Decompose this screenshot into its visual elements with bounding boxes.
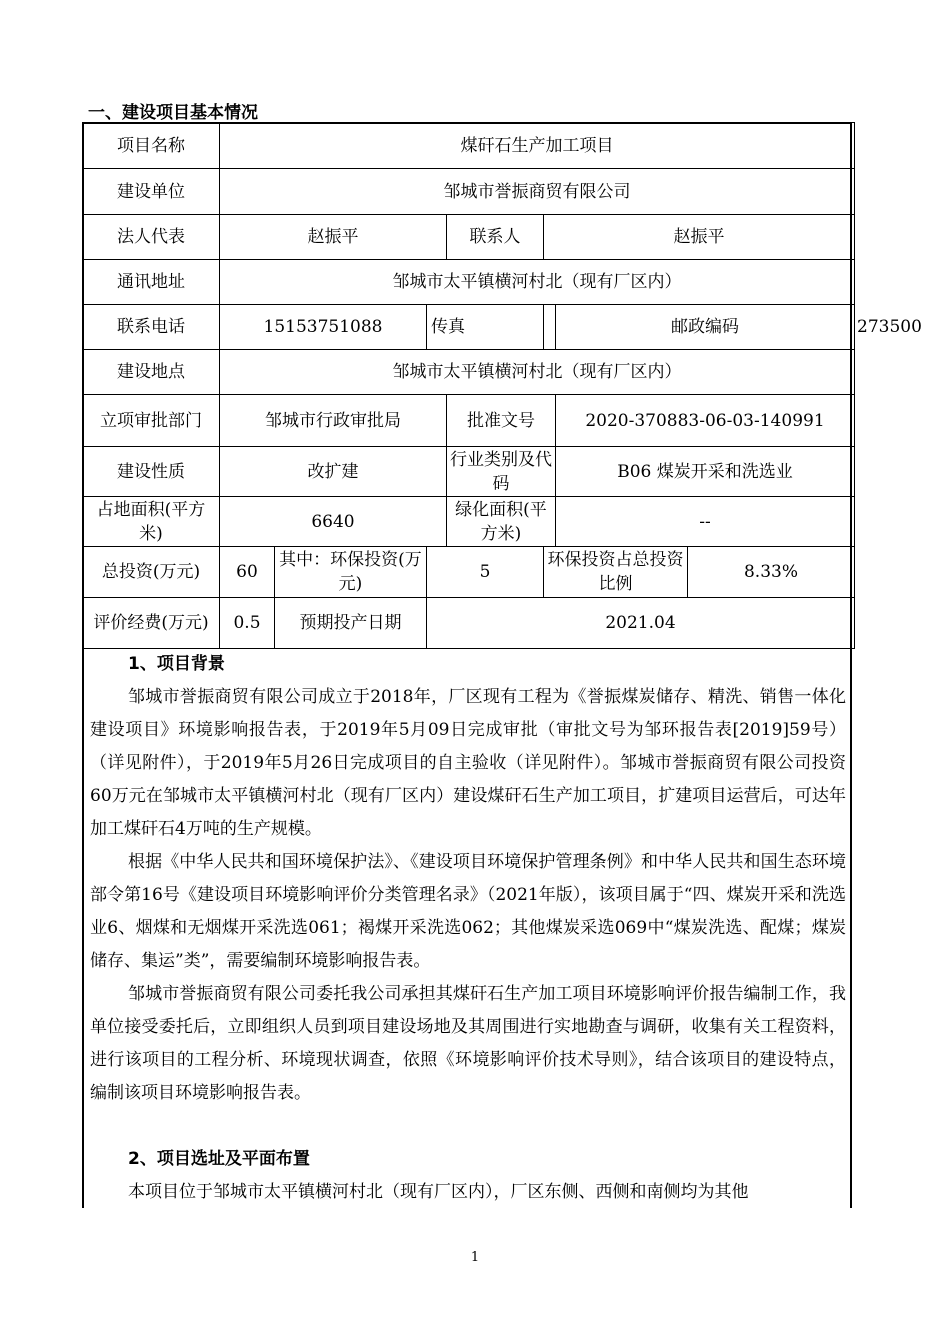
label-area: 占地面积(平方米): [83, 497, 220, 547]
label-builder: 建设单位: [83, 169, 220, 215]
label-fax: 传真: [427, 305, 544, 350]
value-ratio: 8.33%: [688, 547, 855, 598]
value-project-name: 煤矸石生产加工项目: [220, 123, 855, 169]
label-contact: 联系人: [447, 215, 544, 260]
paragraph-4: 本项目位于邹城市太平镇横河村北（现有厂区内），厂区东侧、西侧和南侧均为其他: [128, 1182, 749, 1202]
label-date: 预期投产日期: [275, 598, 427, 649]
project-info-table: 项目名称 煤矸石生产加工项目 建设单位 邹城市誉振商贸有限公司 法人代表 赵振平 联系人 赵振平 通讯地址 邹城市太平镇横河村北（现有厂区内） 联系电话 15153751088 传真 邮政编码 273500 建设地点 邹城市太平镇横河村北（现有厂区内） 立项审批部门 邹城市行政审批局 批准文号 2020-370883-06-03-140991 建设性质 改扩建 行业类别及代码 B06 煤炭开采和洗选业 占地面积(平方米) 6640 绿化面积(平方米) -- 总投资(万元) 60 其中：环保投资(万元) 5 环保投资占总投资比例 8.33% 评价经费(万元) 0.5 预期投产日期 2021.04: [82, 122, 855, 649]
value-invest: 60: [220, 547, 275, 598]
label-invest: 总投资(万元): [83, 547, 220, 598]
paragraph-3: 邹城市誉振商贸有限公司委托我公司承担其煤矸石生产加工项目环境影响评价报告编制工作，我单位接受委托后，立即组织人员到项目建设场地及其周围进行实地勘查与调研，收集有关工程资料，进行该项目的工程分析、环境现状调查，依照《环境影响评价技术导则》，结合该项目的建设特点，编制该项目环境影响报告表。: [90, 984, 846, 1103]
value-approval-no: 2020-370883-06-03-140991: [556, 395, 855, 447]
label-address: 通讯地址: [83, 260, 220, 305]
value-area: 6640: [220, 497, 447, 547]
value-nature: 改扩建: [220, 447, 447, 497]
value-env-invest: 5: [427, 547, 544, 598]
value-site: 邹城市太平镇横河村北（现有厂区内）: [220, 350, 855, 395]
label-legal-rep: 法人代表: [83, 215, 220, 260]
label-industry: 行业类别及代码: [447, 447, 556, 497]
page-number: 1: [470, 1250, 480, 1265]
label-phone: 联系电话: [83, 305, 220, 350]
value-industry: B06 煤炭开采和洗选业: [556, 447, 855, 497]
label-approval-no: 批准文号: [447, 395, 556, 447]
label-postcode: 邮政编码: [556, 305, 855, 350]
value-date: 2021.04: [427, 598, 855, 649]
value-fee: 0.5: [220, 598, 275, 649]
label-ratio: 环保投资占总投资比例: [544, 547, 688, 598]
label-site: 建设地点: [83, 350, 220, 395]
value-phone: 15153751088: [220, 305, 427, 350]
value-contact: 赵振平: [544, 215, 855, 260]
value-legal-rep: 赵振平: [220, 215, 447, 260]
label-nature: 建设性质: [83, 447, 220, 497]
value-approval-dept: 邹城市行政审批局: [220, 395, 447, 447]
heading-site-layout: 2、项目选址及平面布置: [128, 1149, 310, 1169]
label-approval-dept: 立项审批部门: [83, 395, 220, 447]
label-env-invest: 其中：环保投资(万元): [275, 547, 427, 598]
value-builder: 邹城市誉振商贸有限公司: [220, 169, 855, 215]
paragraph-1: 邹城市誉振商贸有限公司成立于2018年，厂区现有工程为《誉振煤炭储存、精洗、销售一体化建设项目》环境影响报告表，于2019年5月09日完成审批（审批文号为邹环报告表[2019]59号）（详见附件），于2019年5月26日完成项目的自主验收（详见附件）。邹城市誉振商贸有限公司投资60万元在邹城市太平镇横河村北（现有厂区内）建设煤矸石生产加工项目，扩建项目运营后，可达年加工煤矸石4万吨的生产规模。: [90, 687, 846, 839]
value-address: 邹城市太平镇横河村北（现有厂区内）: [220, 260, 855, 305]
value-green: --: [556, 497, 855, 547]
paragraph-2: 根据《中华人民共和国环境保护法》、《建设项目环境保护管理条例》和中华人民共和国生态环境部令第16号《建设项目环境影响评价分类管理名录》（2021年版），该项目属于“四、煤炭开采和洗选业6、烟煤和无烟煤开采洗选061；褐煤开采洗选062；其他煤炭采选069中“煤炭洗选、配煤；煤炭储存、集运”类”，需要编制环境影响报告表。: [90, 852, 846, 971]
document-body: [90, 648, 846, 1209]
label-project-name: 项目名称: [83, 123, 220, 169]
label-green: 绿化面积(平方米): [447, 497, 556, 547]
value-fax: [544, 305, 556, 350]
label-fee: 评价经费(万元): [83, 598, 220, 649]
section-title: 一、建设项目基本情况: [88, 103, 258, 123]
heading-background: 1、项目背景: [128, 654, 225, 674]
